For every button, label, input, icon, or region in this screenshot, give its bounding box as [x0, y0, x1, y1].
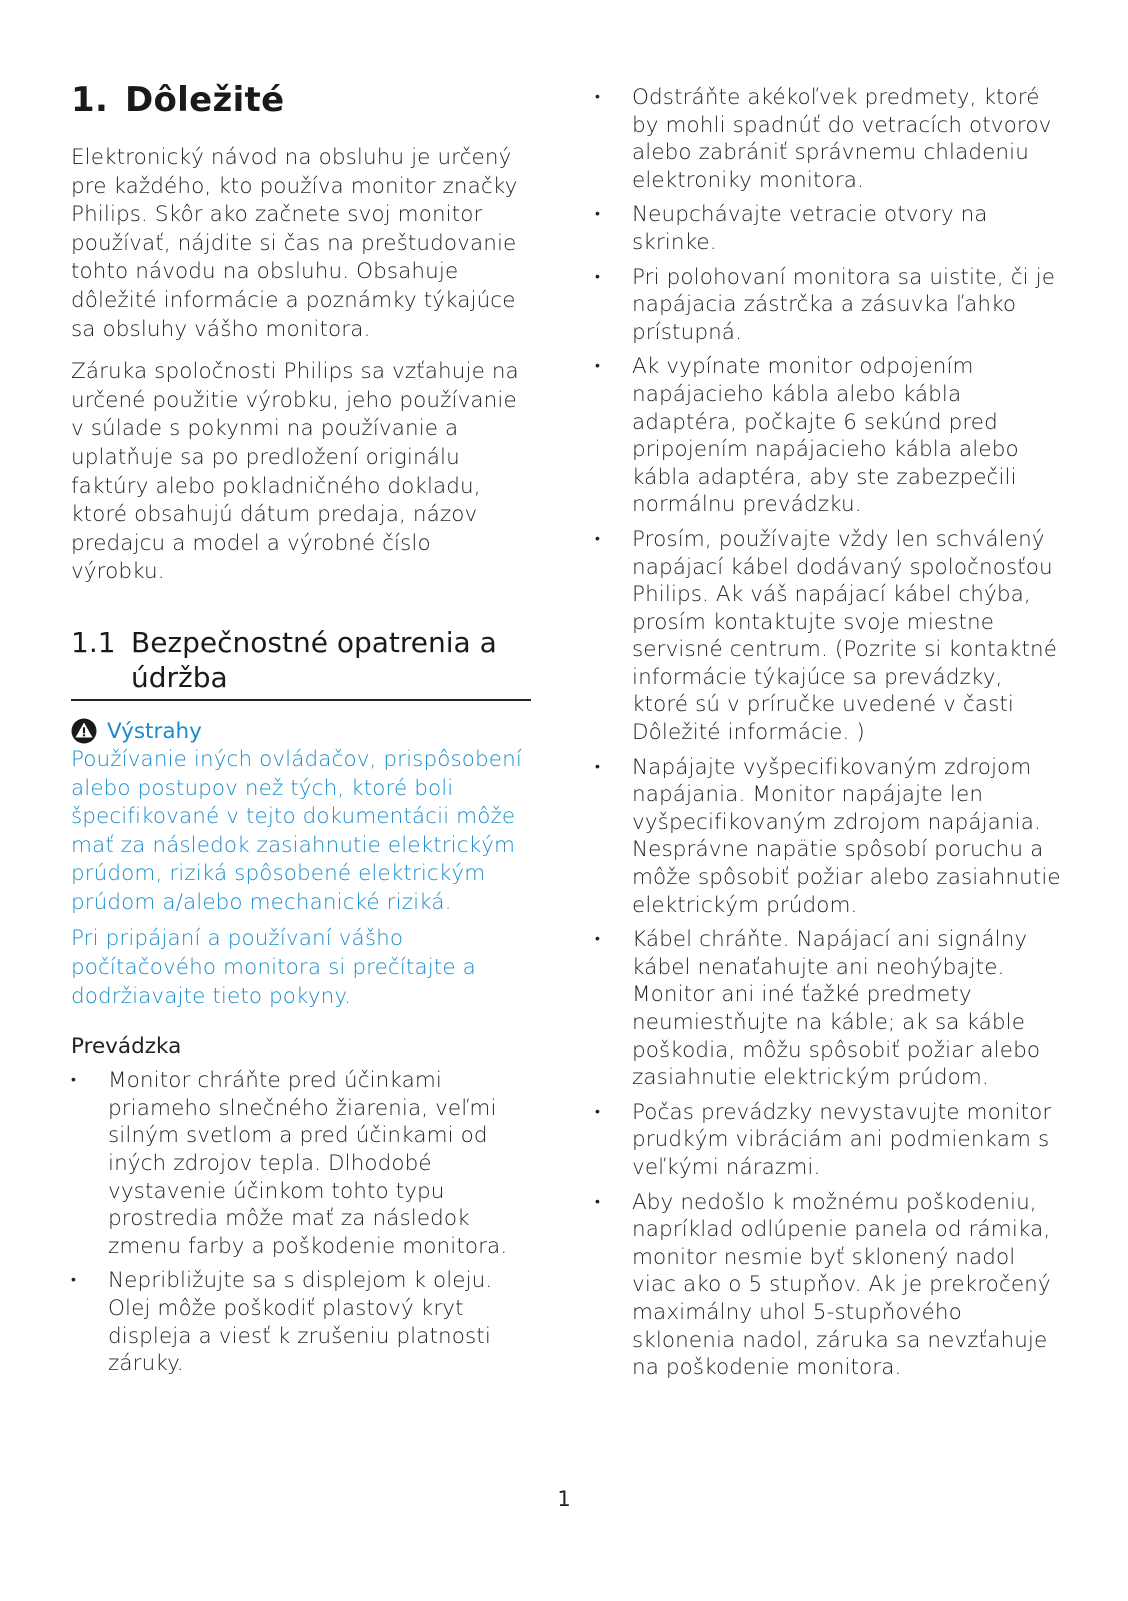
- bullet-glyph: •: [71, 1072, 77, 1089]
- list-item-text: Neupchávajte vetracie otvory na skrinke.: [632, 202, 988, 255]
- list-item-text: Kábel chráňte. Napájací ani signálny kábel nenaťahujte ani neohýbajte. Monitor ani iné ťažké predmety neumiestňujte na káble; ak sa káble poškodia, môžu spôsobiť požiar alebo zasiahnutie elektrickým prúdom.: [632, 927, 1041, 1091]
- list-item: [595, 84, 1065, 194]
- warning-title: Výstrahy: [107, 718, 202, 744]
- list-item-text: Ak vypínate monitor odpojením napájacieho kábla alebo kábla adaptéra, počkajte 6 sekúnd pred pripojením napájacieho kábla alebo kábla adaptéra, aby ste zabezpečili normálnu prevádzku.: [632, 354, 1019, 518]
- operation-list-left: [71, 1067, 531, 1378]
- bullet-glyph: •: [595, 89, 601, 105]
- list-item: [595, 1189, 1065, 1382]
- list-item: [71, 1267, 531, 1377]
- list-item-text: Monitor chráňte pred účinkami priameho slnečného žiarenia, veľmi silným svetlom a pred účinkami od iných zdrojov tepla. Dlhodobé vystavenie účinkom tohto typu prostredia môže mať za následok zmenu farby a poškodenie monitora.: [108, 1068, 508, 1259]
- list-item-text: Prosím, používajte vždy len schválený napájací kábel dodávaný spoločnosťou Philips. Ak váš napájací kábel chýba, prosím kontaktujte svoje miestne servisné centrum. (Pozrite si kontaktné informácie týkajúce sa prevádzky, ktoré sú v príručke uvedené v časti Dôležité informácie. ): [632, 526, 1058, 746]
- bullet-glyph: •: [595, 1193, 601, 1210]
- list-item: [71, 1067, 531, 1260]
- list-item: [595, 1099, 1065, 1182]
- bullet-glyph: •: [595, 358, 601, 375]
- list-item: [595, 264, 1065, 347]
- page-number: 1: [557, 1487, 571, 1511]
- bullet-glyph: •: [595, 1103, 601, 1120]
- intro-paragraph: Elektronický návod na obsluhu je určený pre každého, kto používa monitor značky Philips. Skôr ako začnete svoj monitor používať, nájdite si čas na preštudovanie tohto návodu na obsluhu. Obsahuje dôležité informácie a poznámky týkajúce sa obsluhy vášho monitora.: [71, 145, 518, 342]
- list-item: [595, 526, 1065, 747]
- operation-list-right: [595, 84, 1065, 1382]
- list-item-text: Nepribližujte sa s displejom k oleju. Olej môže poškodiť plastový kryt displeja a viesť k zrušeniu platnosti záruky.: [108, 1268, 493, 1377]
- bullet-glyph: •: [71, 1272, 77, 1289]
- bullet-glyph: •: [595, 931, 601, 948]
- list-item: [595, 926, 1065, 1092]
- list-item-text: Napájajte vyšpecifikovaným zdrojom napájania. Monitor napájajte len vyšpecifikovaným zdrojom napájania. Nesprávne napätie spôsobí poruchu a môže spôsobiť požiar alebo zasiahnutie elektrickým prúdom.: [632, 754, 1061, 918]
- warning-icon: [71, 718, 97, 744]
- operation-heading: Prevádzka: [71, 1034, 182, 1060]
- list-item-text: Odstráňte akékoľvek predmety, ktoré by mohli spadnúť do vetracích otvorov alebo zabrániť správnemu chladeniu elektroniky monitora.: [632, 85, 1052, 193]
- section-heading: [71, 625, 531, 701]
- list-item: [595, 754, 1065, 920]
- right-column: [595, 84, 1065, 1389]
- page-heading: [71, 80, 531, 120]
- heading-title: Dôležité: [125, 80, 285, 120]
- section-number: 1.1: [71, 625, 116, 659]
- warning-title-row: [71, 717, 531, 746]
- section-title: Bezpečnostné opatrenia a údržba: [131, 625, 497, 694]
- bullet-glyph: •: [595, 530, 601, 547]
- bullet-glyph: •: [595, 268, 601, 285]
- list-item: [595, 353, 1065, 519]
- bullet-glyph: •: [595, 206, 601, 223]
- list-item-text: Počas prevádzky nevystavujte monitor prudkým vibráciám ani podmienkam s veľkými nárazmi.: [632, 1099, 1052, 1180]
- list-item: [595, 201, 1065, 256]
- bullet-glyph: •: [595, 758, 601, 775]
- warning-paragraph: Používanie iných ovládačov, prispôsobení alebo postupov než tých, ktoré boli špecifikované v tejto dokumentácii môže mať za následok zasiahnutie elektrickým prúdom, riziká spôsobené elektrickým prúdom a/alebo mechanické riziká.: [71, 746, 522, 915]
- warning-instructions: Pri pripájaní a používaní vášho počítačového monitora si prečítajte a dodržiavajte tieto pokyny.: [71, 926, 476, 1009]
- warning-block: [71, 717, 531, 1011]
- list-item-text: Aby nedošlo k možnému poškodeniu, napríklad odlúpenie panela od rámika, monitor nesmie byť sklonený nadol viac ako o 5 stupňov. Ak je prekročený maximálny uhol 5-stupňového sklonenia nadol, záruka sa nevzťahuje na poškodenie monitora.: [632, 1189, 1051, 1381]
- list-item-text: Pri polohovaní monitora sa uistite, či je napájacia zástrčka a zásuvka ľahko prístupná.: [632, 264, 1056, 345]
- left-column: [71, 80, 531, 1385]
- warranty-paragraph: Záruka spoločnosti Philips sa vzťahuje na určené použitie výrobku, jeho používanie v súlade s pokynmi na používanie a uplatňuje sa po predložení originálu faktúry alebo pokladničného dokladu, ktoré obsahujú dátum predaja, názov predajcu a model a výrobné číslo výrobku.: [71, 359, 519, 585]
- heading-number: 1.: [71, 80, 109, 120]
